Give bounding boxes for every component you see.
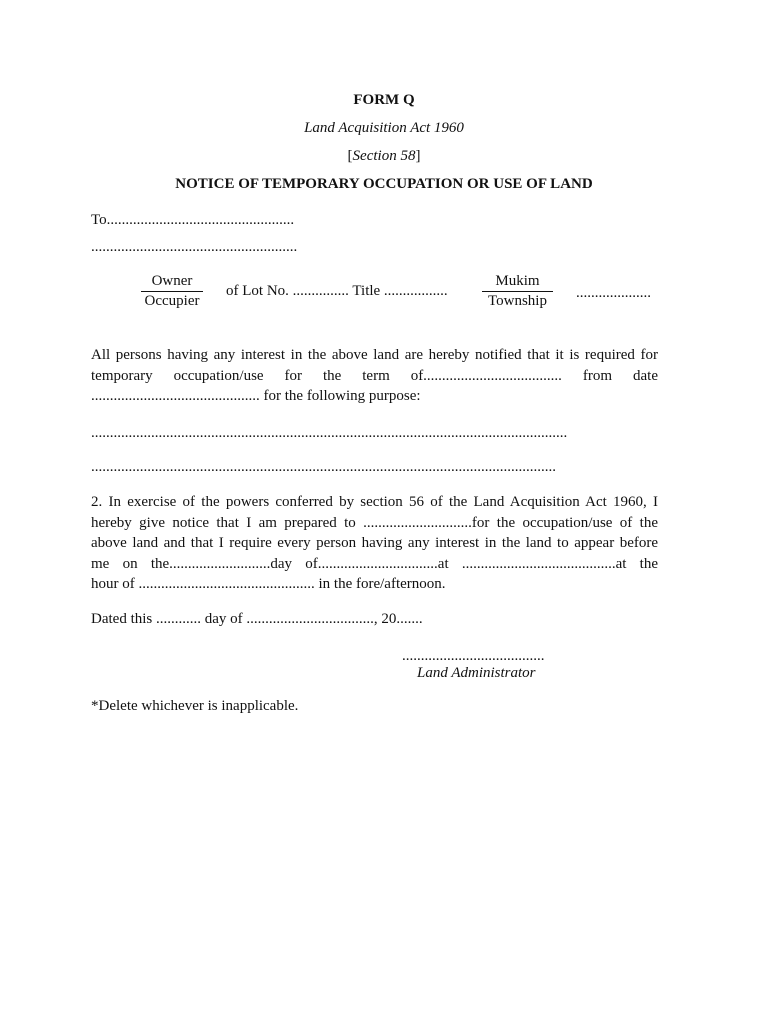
signatory-title: Land Administrator <box>417 665 536 681</box>
township-label: Township <box>488 293 547 309</box>
owner-label: Owner <box>141 273 203 292</box>
section-bracket-close: ] <box>415 148 421 164</box>
occupier-label: Occupier <box>144 293 200 309</box>
address-line: ....................................................... <box>91 239 298 255</box>
paragraph-2-line-3: above land and that I require every person having any interest in the land to appear before <box>91 535 658 551</box>
mukim-township-fraction <box>482 273 553 310</box>
paragraph-2-line-4: me on the...........................day of................................at .........................................at the <box>91 555 658 572</box>
section-reference <box>0 148 768 165</box>
purpose-line: ............................................................................................................................... <box>91 425 568 441</box>
paragraph-1-line-1: All persons having any interest in the above land are hereby notified that it is required for <box>91 347 658 363</box>
notice-heading: NOTICE OF TEMPORARY OCCUPATION OR USE OF LAND <box>175 176 593 192</box>
purpose-line: ............................................................................................................................ <box>91 459 556 475</box>
lot-title-line: of Lot No. ............... Title ................. <box>226 283 448 299</box>
paragraph-1 <box>91 345 658 407</box>
paragraph-2-line-2: hereby give notice that I am prepared to .............................for the occupation/use of the <box>91 514 658 531</box>
to-line: To.................................................. <box>91 212 295 228</box>
form-title: FORM Q <box>353 92 415 108</box>
mukim-label: Mukim <box>482 273 553 292</box>
footnote: *Delete whichever is inapplicable. <box>91 698 299 714</box>
paragraph-1-line-2: temporary occupation/use for the term of..................................... from date <box>91 367 658 384</box>
signature-line: ...................................... <box>402 648 545 664</box>
paragraph-2-line-1: 2. In exercise of the powers conferred by section 56 of the Land Acquisition Act 1960, I <box>91 494 658 510</box>
paragraph-1-line-3: ............................................. for the following purpose: <box>91 388 421 404</box>
act-name: Land Acquisition Act 1960 <box>304 120 464 136</box>
paragraph-2 <box>91 492 658 595</box>
paragraph-2-line-5: hour of ............................................... in the fore/afternoon. <box>91 576 446 592</box>
section-bracket-open: [ <box>347 148 353 164</box>
dated-line: Dated this ............ day of .................................., 20....... <box>91 611 423 627</box>
owner-occupier-fraction <box>141 273 203 310</box>
section-number: Section 58 <box>352 148 416 164</box>
lot-trailing-dots: .................... <box>576 285 651 301</box>
